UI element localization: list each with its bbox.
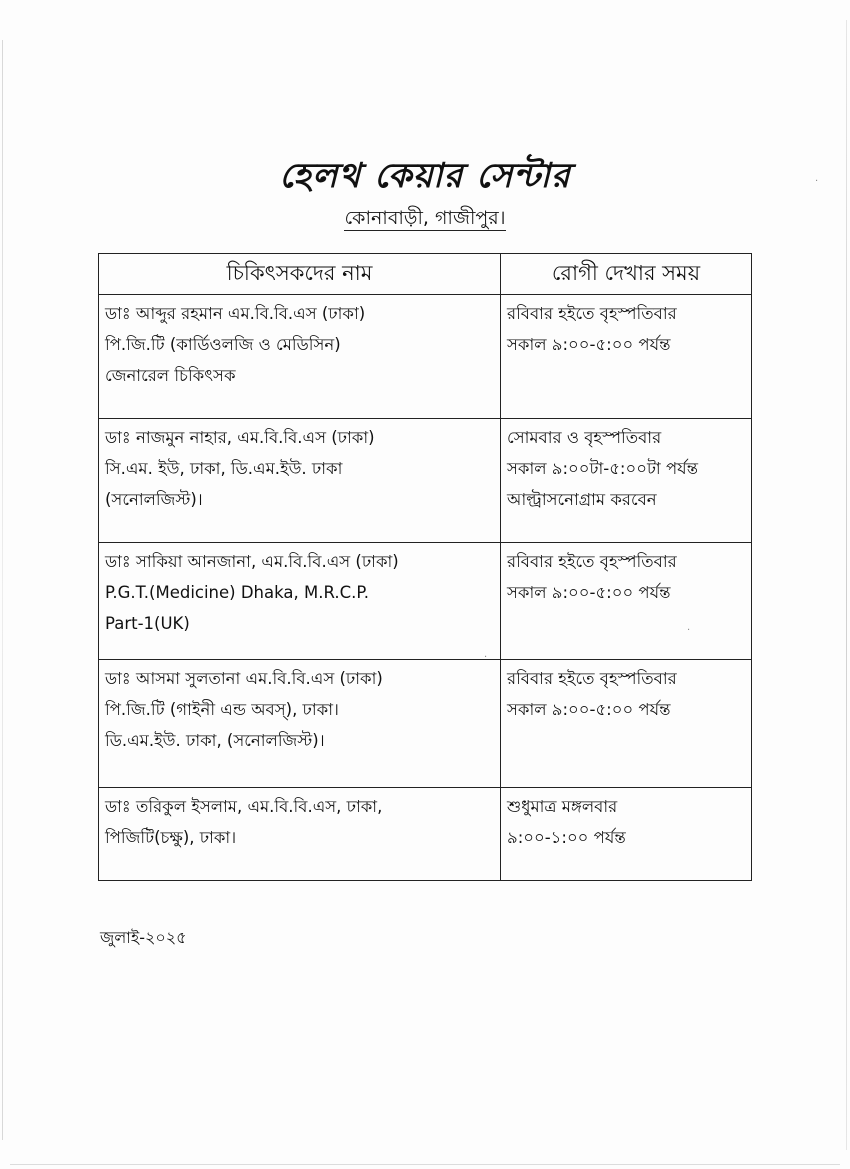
doctor-cell	[99, 419, 501, 543]
doctor-cell	[99, 295, 501, 419]
page-subtitle	[0, 204, 850, 236]
schedule-info: রবিবার হইতে বৃহস্পতিবার সকাল ৯:০০-৫:০০ পর্যন্ত	[507, 669, 677, 719]
table-header-row	[99, 254, 752, 295]
doctor-cell	[99, 660, 501, 788]
scan-speck: ·	[687, 625, 691, 636]
schedule-cell	[501, 295, 752, 419]
table-row	[99, 543, 752, 660]
doctor-info: ডাঃ আসমা সুলতানা এম.বি.বি.এস (ঢাকা) পি.জি.টি (গাইনী এন্ড অবস্), ঢাকা। ডি.এম.ইউ. ঢাকা, (সনোলজিস্ট)।	[105, 669, 383, 750]
doctor-info: ডাঃ তরিকুল ইসলাম, এম.বি.বি.এস, ঢাকা, পিজিটি(চক্ষু), ঢাকা।	[105, 797, 383, 847]
doctor-cell	[99, 543, 501, 660]
column-header-doctor: চিকিৎসকদের নাম	[99, 254, 501, 295]
doctor-info: ডাঃ নাজমুন নাহার, এম.বি.বি.এস (ঢাকা) সি.এম. ইউ, ঢাকা, ডি.এম.ইউ. ঢাকা (সনোলজিস্ট)।	[105, 428, 375, 509]
table-row	[99, 660, 752, 788]
location-text: কোনাবাড়ী, গাজীপুর।	[344, 207, 506, 229]
doctor-schedule-table	[98, 253, 752, 881]
schedule-info: সোমবার ও বৃহস্পতিবার সকাল ৯:০০টা-৫:০০টা পর্যন্ত আল্ট্রাসনোগ্রাম করবেন	[507, 428, 699, 509]
document-date: জুলাই-২০২৫	[100, 928, 187, 947]
table-row	[99, 788, 752, 881]
scan-edge-bottom	[10, 1164, 840, 1165]
schedule-info: রবিবার হইতে বৃহস্পতিবার সকাল ৯:০০-৫:০০ পর্যন্ত	[507, 304, 677, 354]
doctor-info: ডাঃ সাকিয়া আনজানা, এম.বি.বি.এস (ঢাকা) P.G.T.(Medicine) Dhaka, M.R.C.P. Part-1(UK)	[105, 552, 399, 633]
doctor-info: ডাঃ আব্দুর রহমান এম.বি.বি.এস (ঢাকা) পি.জি.টি (কার্ডিওলজি ও মেডিসিন) জেনারেল চিকিৎসক	[105, 304, 366, 385]
schedule-cell	[501, 543, 752, 660]
doctor-cell	[99, 788, 501, 881]
schedule-info: রবিবার হইতে বৃহস্পতিবার সকাল ৯:০০-৫:০০ পর্যন্ত	[507, 552, 677, 602]
schedule-cell	[501, 788, 752, 881]
schedule-cell	[501, 660, 752, 788]
table-row	[99, 295, 752, 419]
schedule-info: শুধুমাত্র মঙ্গলবার ৯:০০-১:০০ পর্যন্ত	[507, 797, 626, 847]
schedule-cell	[501, 419, 752, 543]
page-title: হেলথ কেয়ার সেন্টার	[279, 156, 571, 196]
scan-speck: ·	[815, 176, 819, 187]
column-header-schedule: রোগী দেখার সময়	[501, 254, 752, 295]
scan-speck: ·	[484, 652, 488, 663]
table-row	[99, 419, 752, 543]
